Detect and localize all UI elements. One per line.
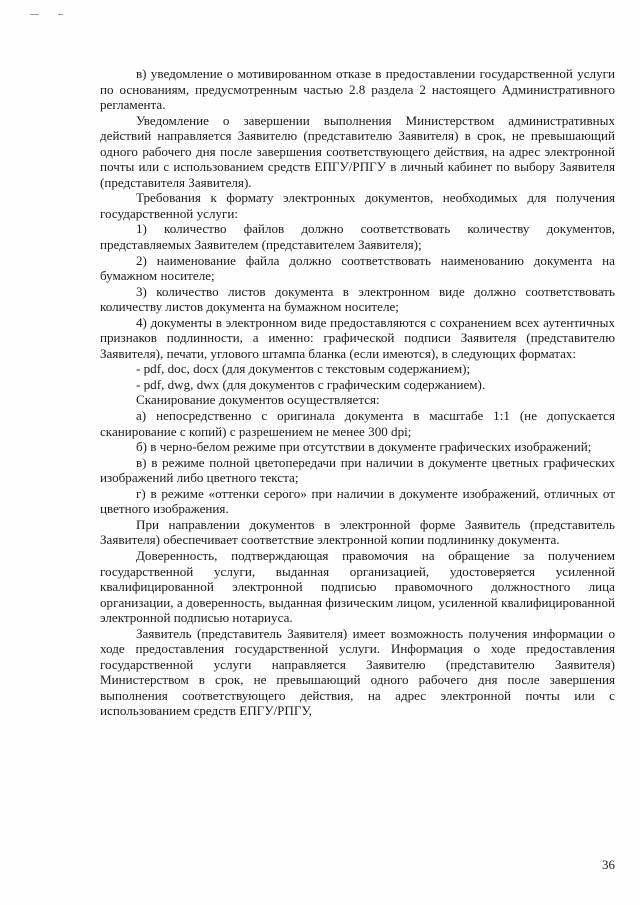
paragraph: Заявитель (представитель Заявителя) имеет возможность получения информации о ходе предоставления государственной услуги. Информация о ходе предоставления государственной услуги направляется Заявителю (представителю Заявителя) Министерством в срок, не превышающий одного рабочего дня после завершения выполнения соответствующего действия, на адрес электронной почты или с использованием средств ЕПГУ/РПГУ, xyxy=(100,625,615,719)
paragraph: 4) документы в электронном виде предоставляются с сохранением всех аутентичных признаков подлинности, а именно: графической подписи Заявителя (представителю Заявителя), печати, углового штампа бланка (если имеются), в следующих форматах: xyxy=(100,314,615,361)
paragraph: в) в режиме полной цветопередачи при наличии в документе цветных графических изображений либо цветного текста; xyxy=(100,454,615,486)
paragraph: 3) количество листов документа в электронном виде должно соответствовать количеству листов документа на бумажном носителе; xyxy=(100,283,615,315)
paragraph: - pdf, doc, docx (для документов с текстовым содержанием); xyxy=(136,361,471,377)
paragraph: г) в режиме «оттенки серого» при наличии в документе изображений, отличных от цветного изображения. xyxy=(100,485,615,517)
paragraph: - pdf, dwg, dwx (для документов с графическим содержанием). xyxy=(136,376,486,392)
scan-artifact xyxy=(30,14,39,15)
paragraph: Требования к формату электронных документов, необходимых для получения государственной услуги: xyxy=(100,190,615,221)
page-number: 36 xyxy=(602,857,615,872)
paragraph: б) в черно-белом режиме при отсутствии в документе графических изображений; xyxy=(136,439,592,455)
paragraph: 1) количество файлов должно соответствовать количеству документов, представляемых Заявителем (представителем Заявителя); xyxy=(100,221,615,253)
paragraph: в) уведомление о мотивированном отказе в предоставлении государственной услуги по основаниям, предусмотренным частью 2.8 раздела 2 настоящего Административного регламента. xyxy=(100,66,615,113)
scan-artifact xyxy=(58,14,63,15)
paragraph: а) непосредственно с оригинала документа в масштабе 1:1 (не допускается сканирование с копий) с разрешением не менее 300 dpi; xyxy=(100,408,615,439)
paragraph: При направлении документов в электронной форме Заявитель (представитель Заявителя) обеспечивает соответствие электронной копии подлининку документа. xyxy=(100,516,615,548)
paragraph: Доверенность, подтверждающая правомочия на обращение за получением государственной услуги, выданная организацией, удостоверяется усиленной квалифицированной электронной подписью правомочного должностного лица организации, а доверенность, выданная физическим лицом, усиленной квалифицированной электронной подписью нотариуса. xyxy=(100,547,615,626)
paragraph: 2) наименование файла должно соответствовать наименованию документа на бумажном носителе; xyxy=(100,252,615,284)
paragraph: Сканирование документов осуществляется: xyxy=(136,392,380,408)
paragraph: Уведомление о завершении выполнения Министерством административных действий направляется Заявителю (представителю Заявителя) в срок, не превышающий одного рабочего дня после завершения соответствующего действия, на адрес электронной почты или с использованием средств ЕПГУ/РПГУ в личный кабинет по выбору Заявителя (представителя Заявителя). xyxy=(100,112,615,190)
document-body xyxy=(100,66,615,719)
